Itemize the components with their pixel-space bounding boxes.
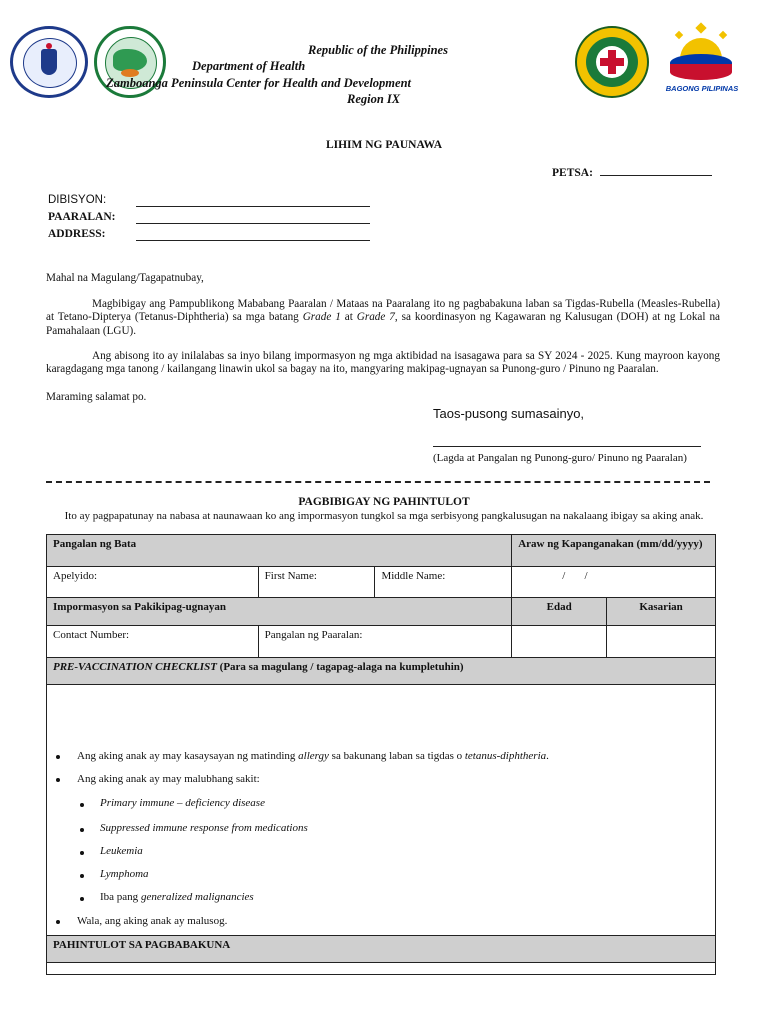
header-doh: Department of Health <box>192 59 306 73</box>
address-label: ADDRESS: <box>48 228 106 240</box>
bullet-icon <box>80 851 84 855</box>
bullet-icon <box>80 874 84 878</box>
bullet-icon <box>80 828 84 832</box>
checklist-subitem-leukemia[interactable]: Leukemia <box>100 845 143 857</box>
sex-header: Kasarian <box>607 598 716 626</box>
birthdate-header: Araw ng Kapanganakan (mm/dd/yyyy) <box>512 535 716 567</box>
consent-section-body[interactable] <box>47 963 716 975</box>
surname-cell[interactable]: Apelyido: <box>47 567 259 598</box>
bullet-icon <box>80 897 84 901</box>
school-name-cell[interactable]: Pangalan ng Paaralan: <box>258 626 512 658</box>
dibisyon-field[interactable] <box>136 196 370 207</box>
checklist-subitem-suppressed[interactable]: Suppressed immune response from medications <box>100 822 308 834</box>
header-republic: Republic of the Philippines <box>308 43 448 57</box>
bullet-icon <box>56 920 60 924</box>
paragraph-1: Magbibigay ang Pampublikong Mababang Paaralan / Mataas na Paaralang ito ng pagbabakuna laban sa Tigdas-Rubella (Measles-Rubella) at Tetano-Dipterya (Tetanus-Diphtheria) sa mga batang Grade 1 at Grade 7, sa koordinasyon ng Kagawaran ng Kalusugan (DOH) at ng Lokal na Pamahalaan (LGU). <box>46 298 720 337</box>
dibisyon-label: DIBISYON: <box>48 194 107 206</box>
deped-seal-logo <box>10 26 88 98</box>
paaralan-field[interactable] <box>136 213 370 224</box>
salutation: Mahal na Magulang/Tagapatnubay, <box>46 272 204 284</box>
consent-title: PAGBIBIGAY NG PAHINTULOT <box>298 496 470 508</box>
child-name-header: Pangalan ng Bata <box>47 535 512 567</box>
bullet-icon <box>56 778 60 782</box>
checklist-item-healthy[interactable]: Wala, ang aking anak ay malusog. <box>77 915 228 927</box>
paragraph-2: Ang abisong ito ay inilalabas sa inyo bilang impormasyon ng mga aktibidad na isasagawa para sa SY 2024 - 2025. Kung mayroon kayong karagdagang mga tanong / kailangang linawin ukol sa bagay na ito, mangyaring makipag-ugnayan sa Punong-guro / Pinuno ng Paaralan. <box>46 350 720 376</box>
contact-info-header: Impormasyon sa Pakikipag-ugnayan <box>47 598 512 626</box>
bagong-pilipinas-text: BAGONG PILIPINAS <box>665 84 739 93</box>
thanks-line: Maraming salamat po. <box>46 391 147 403</box>
age-header: Edad <box>512 598 607 626</box>
doh-seal-logo <box>575 26 649 98</box>
checklist-subitem-lymphoma[interactable]: Lymphoma <box>100 868 149 880</box>
petsa-label: PETSA: <box>552 167 593 179</box>
consent-section-header: PAHINTULOT SA PAGBABAKUNA <box>47 936 716 963</box>
bullet-icon <box>56 755 60 759</box>
age-cell[interactable] <box>512 626 607 658</box>
document-title: LIHIM NG PAUNAWA <box>325 139 443 151</box>
consent-text: Ito ay pagpapatunay na nabasa at naunawaan ko ang impormasyon tungkol sa mga serbisyong pangkalusugan na nakalaang ibigay sa aking anak. <box>64 510 704 522</box>
bagong-pilipinas-logo <box>662 24 742 100</box>
first-name-cell[interactable]: First Name: <box>258 567 375 598</box>
checklist-header: PRE-VACCINATION CHECKLIST (Para sa magulang / tagapag-alaga na kumpletuhin) <box>47 658 716 685</box>
checklist-subitem-malignancies[interactable]: Iba pang generalized malignancies <box>100 891 254 903</box>
birthdate-cell[interactable]: / / <box>512 567 716 598</box>
address-field[interactable] <box>136 230 370 241</box>
sex-cell[interactable] <box>607 626 716 658</box>
checklist-item-allergy[interactable]: Ang aking anak ay may kasaysayan ng matinding allergy sa bakunang laban sa tigdas o tetanus-diphtheria. <box>77 750 549 762</box>
paaralan-label: PAARALAN: <box>48 211 116 223</box>
bullet-icon <box>80 803 84 807</box>
signature-line[interactable] <box>433 446 701 447</box>
header-region: Region IX <box>347 92 401 106</box>
closing-line: Taos-pusong sumasainyo, <box>433 406 585 421</box>
cut-line <box>46 481 710 483</box>
checklist-subitem-primary-immune[interactable]: Primary immune – deficiency disease <box>100 797 265 809</box>
middle-name-cell[interactable]: Middle Name: <box>375 567 512 598</box>
petsa-field[interactable] <box>600 165 712 176</box>
contact-number-cell[interactable]: Contact Number: <box>47 626 259 658</box>
signature-caption: (Lagda at Pangalan ng Punong-guro/ Pinuno ng Paaralan) <box>433 452 687 464</box>
checklist-item-illness[interactable]: Ang aking anak ay may malubhang sakit: <box>77 773 260 785</box>
header-center: Zamboanga Peninsula Center for Health and Development <box>106 76 411 90</box>
